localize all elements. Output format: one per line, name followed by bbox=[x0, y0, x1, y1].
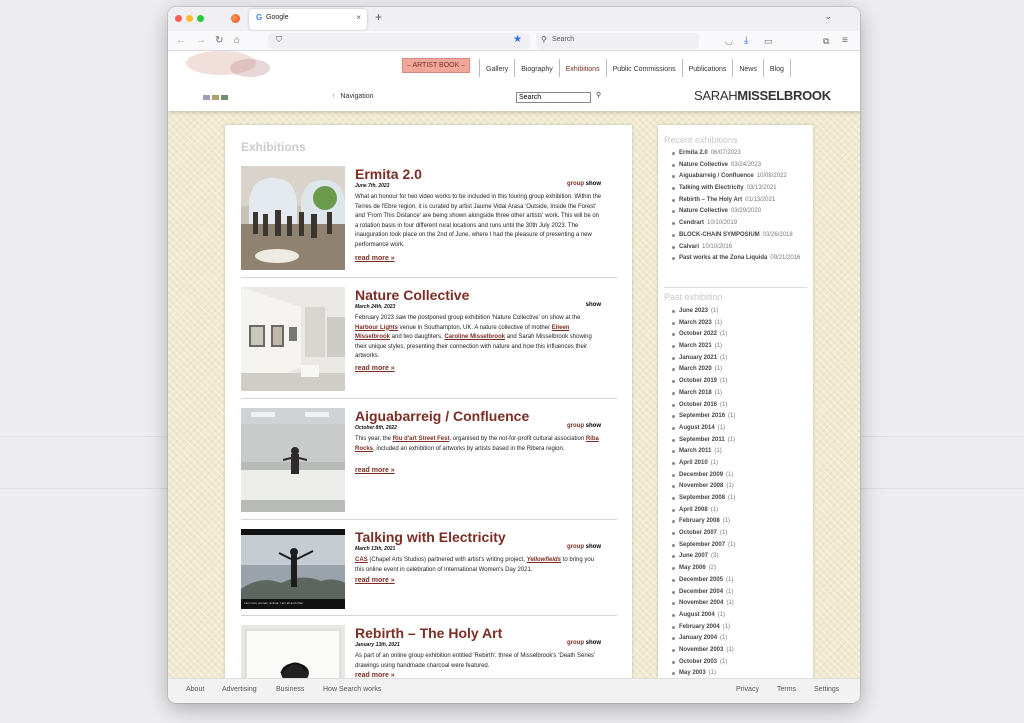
bookmark-star-icon[interactable]: ★ bbox=[513, 34, 522, 45]
tag-show[interactable]: show bbox=[585, 181, 601, 187]
past-exhibition-item[interactable] bbox=[664, 588, 807, 598]
recent-exhibition-link[interactable]: Talking with Electricity bbox=[679, 185, 744, 192]
past-exhibition-meta: (1) bbox=[726, 600, 734, 607]
artist-book-button[interactable]: – ARTIST BOOK – bbox=[402, 58, 470, 73]
riba-rocks-link[interactable]: Riba Rocks bbox=[355, 436, 599, 452]
past-exhibition-meta: (1) bbox=[726, 483, 734, 490]
desc-text: to bring you this online event in celebration of International Women's Day 2021. bbox=[355, 557, 595, 573]
past-exhibition-item[interactable] bbox=[664, 482, 807, 492]
site-header bbox=[168, 51, 860, 111]
past-exhibition-meta: (3) bbox=[711, 553, 719, 560]
entry-title[interactable]: Talking with Electricity bbox=[355, 529, 506, 545]
google-favicon-icon: G bbox=[256, 13, 263, 22]
past-exhibition-meta: (1) bbox=[720, 635, 728, 642]
nature-collective-photo[interactable] bbox=[241, 287, 345, 391]
shield-icon[interactable]: ⛉ bbox=[276, 35, 282, 44]
menu-biography[interactable]: Biography bbox=[514, 59, 559, 77]
past-exhibition-link[interactable]: September 2008 bbox=[679, 495, 726, 501]
search-icon: ⚲ bbox=[541, 35, 547, 44]
past-exhibition-item[interactable] bbox=[664, 517, 807, 527]
riu-dart-link[interactable]: Riu d'art Street Fest bbox=[392, 436, 450, 442]
recent-exhibition-item[interactable] bbox=[664, 172, 807, 182]
exhibition-entry bbox=[241, 529, 617, 615]
recent-exhibition-item[interactable] bbox=[664, 207, 807, 217]
eileen-misselbrook-link[interactable]: Eileen Misselbrook bbox=[355, 324, 570, 341]
site-search-button-icon[interactable]: ⚲ bbox=[596, 92, 602, 99]
past-exhibition-item[interactable] bbox=[664, 658, 807, 668]
past-exhibition-item[interactable] bbox=[664, 623, 807, 633]
past-exhibition-link[interactable]: August 2014 bbox=[679, 424, 715, 431]
desc-text: , included an exhibition of artworks by artists based in the Ribera region. bbox=[373, 445, 565, 452]
past-exhibition-link[interactable]: September 2007 bbox=[679, 541, 726, 548]
past-exhibition-meta: (1) bbox=[726, 471, 734, 478]
recent-exhibition-meta: 10/10/2019 bbox=[707, 220, 738, 227]
entry-date: March 13th, 2021 bbox=[355, 546, 396, 552]
past-exhibition-item[interactable] bbox=[664, 552, 807, 562]
recent-exhibition-item[interactable] bbox=[664, 196, 807, 206]
site-logo[interactable] bbox=[694, 88, 831, 103]
close-tab-icon[interactable]: × bbox=[356, 13, 361, 22]
past-exhibition-item[interactable] bbox=[664, 529, 807, 539]
tag-show[interactable]: show bbox=[585, 423, 601, 429]
sidebar-icon[interactable]: ▭ bbox=[764, 36, 773, 46]
past-exhibition-link[interactable]: September 2011 bbox=[679, 436, 725, 443]
recent-exhibition-meta: 03/26/2018 bbox=[762, 231, 793, 238]
past-exhibition-item[interactable] bbox=[664, 646, 807, 656]
entry-date: January 13th, 2021 bbox=[355, 642, 400, 648]
zoom-window-button[interactable] bbox=[197, 15, 204, 22]
past-exhibition-meta: (1) bbox=[710, 459, 719, 466]
footer-privacy-link[interactable]: Privacy bbox=[736, 686, 759, 693]
past-exhibition-meta: (1) bbox=[728, 541, 736, 548]
past-exhibition-meta: (1) bbox=[720, 331, 728, 338]
tab-bar bbox=[168, 7, 860, 31]
aiguabarreig-photo[interactable] bbox=[241, 408, 345, 512]
footer-business-link[interactable]: Business bbox=[276, 686, 305, 693]
entry-description bbox=[355, 314, 603, 362]
past-exhibition-meta: (1) bbox=[717, 424, 726, 431]
entry-tags bbox=[567, 423, 601, 429]
past-exhibition-item[interactable] bbox=[664, 576, 807, 586]
tag-group[interactable]: group bbox=[566, 640, 584, 646]
past-exhibition-item[interactable] bbox=[664, 401, 807, 411]
entry-date: October 8th, 2022 bbox=[355, 425, 397, 431]
recent-exhibition-meta: 06/07/2023 bbox=[710, 150, 741, 156]
recent-exhibition-meta: 09/21/2016 bbox=[770, 255, 801, 262]
downloads-icon[interactable]: ⤓ bbox=[744, 35, 749, 46]
past-exhibition-meta: (1) bbox=[720, 658, 728, 665]
recent-exhibition-item[interactable] bbox=[664, 219, 807, 229]
tab-title: Google bbox=[266, 14, 289, 21]
past-exhibition-link[interactable]: April 2008 bbox=[679, 506, 708, 513]
past-exhibition-link[interactable]: December 2005 bbox=[679, 576, 724, 583]
harbour-lights-link[interactable]: Harbour Lights bbox=[355, 324, 398, 331]
nav-toolbar bbox=[168, 31, 860, 51]
back-arrow-icon[interactable]: ← bbox=[176, 35, 186, 46]
past-exhibition-meta: (1) bbox=[727, 436, 736, 443]
url-bar[interactable] bbox=[268, 33, 530, 49]
tag-show[interactable]: show bbox=[585, 302, 601, 308]
footer-settings-link[interactable]: Settings bbox=[814, 686, 840, 693]
past-exhibition-item[interactable] bbox=[664, 541, 807, 551]
past-exhibition-item[interactable] bbox=[664, 330, 807, 340]
tab-google[interactable] bbox=[249, 9, 367, 30]
new-tab-button[interactable]: + bbox=[375, 10, 383, 24]
close-window-button[interactable] bbox=[175, 15, 182, 22]
browser-window bbox=[168, 7, 860, 703]
past-exhibition-link[interactable]: October 2022 bbox=[679, 331, 718, 338]
past-exhibition-item[interactable] bbox=[664, 669, 807, 678]
entry-tags bbox=[586, 302, 601, 308]
footer-how-search-works-link[interactable]: How Search works bbox=[323, 686, 382, 693]
exhibition-entry bbox=[241, 287, 617, 397]
desc-text: and two daughters, bbox=[390, 334, 445, 341]
exhibition-entry bbox=[241, 408, 617, 518]
exhibitions-panel bbox=[225, 125, 632, 678]
page-title: Exhibitions bbox=[241, 140, 306, 154]
logo-last: MISSELBROOK bbox=[737, 88, 831, 103]
past-exhibition-link[interactable]: October 2007 bbox=[679, 530, 718, 537]
recent-exhibition-item[interactable] bbox=[664, 149, 807, 159]
flag-spanish-icon[interactable] bbox=[212, 95, 219, 100]
tag-group[interactable]: group bbox=[566, 423, 584, 429]
past-exhibition-link[interactable]: January 2004 bbox=[679, 635, 718, 642]
past-exhibition-link[interactable]: April 2010 bbox=[679, 459, 708, 466]
past-exhibition-link[interactable]: June 2023 bbox=[679, 308, 709, 314]
entry-divider bbox=[241, 615, 617, 616]
past-exhibition-link[interactable]: August 2004 bbox=[679, 611, 715, 618]
desc-text: and Sarah Misselbrook showing their unique styles, presenting their connection with nature and how this influences their artworks. bbox=[355, 334, 592, 360]
past-exhibition-link[interactable]: March 2021 bbox=[679, 343, 712, 350]
past-exhibition-meta: (1) bbox=[711, 308, 719, 314]
past-exhibition-link[interactable]: September 2016 bbox=[679, 413, 726, 420]
home-icon[interactable]: ⌂ bbox=[234, 35, 241, 46]
ermita-photo[interactable] bbox=[241, 166, 345, 270]
past-exhibition-meta: (1) bbox=[728, 413, 736, 420]
recent-exhibition-meta: 03/29/2020 bbox=[731, 208, 762, 215]
entry-description: As part of an online group exhibition entitled 'Rebirth', three of Misselbrook's 'Death Series' drawings using handmade charcoal were featured. bbox=[355, 653, 596, 669]
read-more-link[interactable]: read more » bbox=[355, 577, 395, 584]
desc-text: February 2023 saw the postponed group exhibition 'Nature Collective' on show at the bbox=[355, 315, 581, 321]
past-exhibition-meta: (1) bbox=[726, 576, 734, 583]
read-more-link[interactable]: read more » bbox=[355, 255, 395, 262]
entry-tags bbox=[567, 544, 601, 550]
arrow-up-icon: ↑ bbox=[332, 93, 336, 100]
recent-exhibition-meta: 03/24/2023 bbox=[731, 161, 762, 168]
past-exhibition-link[interactable]: February 2004 bbox=[679, 623, 720, 630]
recent-exhibition-link[interactable]: Cendrart bbox=[679, 220, 705, 227]
past-exhibition-meta: (1) bbox=[726, 588, 734, 595]
entry-title[interactable]: Rebirth – The Holy Art bbox=[355, 625, 503, 641]
entry-date: June 7th, 2023 bbox=[355, 183, 390, 189]
photo-caption: I am man, woman, animal. I am all and other. bbox=[244, 601, 304, 605]
cas-link[interactable]: CAS bbox=[355, 557, 368, 563]
recent-exhibition-item[interactable] bbox=[664, 254, 807, 264]
exhibition-entry bbox=[241, 625, 617, 678]
desc-text: This year, the bbox=[355, 436, 393, 442]
desc-text: , organised by the not-for-profit cultural association bbox=[449, 436, 586, 442]
past-exhibition-link[interactable]: May 2006 bbox=[679, 565, 706, 572]
desc-text: venue in Southampton, UK. A nature collective of mother bbox=[398, 324, 552, 331]
read-more-link[interactable]: read more » bbox=[355, 365, 395, 372]
tag-group[interactable]: group bbox=[566, 181, 584, 187]
rebirth-drawing[interactable] bbox=[241, 625, 345, 678]
past-exhibition-link[interactable]: December 2009 bbox=[679, 471, 724, 478]
browser-search-bar[interactable] bbox=[536, 33, 699, 49]
yellowfields-link[interactable]: Yellowfields bbox=[526, 557, 562, 563]
past-exhibition-meta: (1) bbox=[714, 319, 723, 326]
recent-exhibition-link[interactable]: Rebirth – The Holy Art bbox=[679, 196, 743, 203]
menu-publications[interactable]: Publications bbox=[682, 59, 733, 77]
past-exhibition-item[interactable] bbox=[664, 506, 807, 516]
read-more-link[interactable]: read more » bbox=[355, 467, 395, 474]
entry-divider bbox=[241, 398, 617, 399]
past-exhibition-item[interactable] bbox=[664, 424, 807, 434]
list-tabs-chevron-icon[interactable]: ⌄ bbox=[824, 11, 832, 21]
menu-gallery[interactable]: Gallery bbox=[479, 59, 514, 77]
entry-date: March 24th, 2023 bbox=[355, 304, 396, 310]
site-search-input[interactable]: Search bbox=[516, 92, 591, 103]
browser-search-placeholder: Search bbox=[552, 36, 575, 43]
reload-icon[interactable]: ↻ bbox=[215, 35, 224, 46]
talking-with-electricity-photo[interactable] bbox=[241, 529, 345, 609]
entry-description: What an honour for two video works to be included in this touring group exhibition. Within the Terres de l'Ebre region, it is curated by artist Jaume Vidal Arasa 'Outside, Inside the Forest' and 'From This Distance' are being shown alongside three other artists' work. This will be on a rotation basis in four different rural locations and runs until the 30th July 2023. The inauguration took place on the 2nd of June, where I had the pleasure of presenting a new performance work. bbox=[355, 194, 602, 248]
past-exhibition-item[interactable] bbox=[664, 599, 807, 609]
past-exhibition-meta: (1) bbox=[728, 495, 736, 501]
past-exhibition-item[interactable] bbox=[664, 471, 807, 481]
caroline-misselbrook-link[interactable]: Caroline Misselbrook bbox=[444, 334, 506, 341]
tag-show[interactable]: show bbox=[585, 640, 601, 646]
past-exhibition-link[interactable]: March 2011 bbox=[679, 448, 712, 455]
past-exhibition-meta: (1) bbox=[720, 354, 728, 361]
tag-group[interactable]: group bbox=[566, 544, 584, 550]
firefox-view-icon[interactable] bbox=[231, 14, 240, 23]
past-exhibition-link[interactable]: May 2003 bbox=[679, 670, 706, 677]
navigation-toggle[interactable] bbox=[332, 93, 374, 100]
recent-exhibition-meta: 03/13/2021 bbox=[746, 185, 777, 192]
footer-terms-link[interactable]: Terms bbox=[777, 686, 797, 693]
recent-exhibition-link[interactable]: Calvari bbox=[679, 243, 700, 250]
past-exhibition-meta: (1) bbox=[708, 670, 717, 677]
recent-exhibition-meta: 10/10/2016 bbox=[702, 243, 733, 250]
past-exhibition-item[interactable] bbox=[664, 354, 807, 364]
menu-exhibitions[interactable]: Exhibitions bbox=[559, 59, 606, 77]
past-exhibition-link[interactable]: November 2004 bbox=[679, 600, 724, 607]
footer-advertising-link[interactable]: Advertising bbox=[222, 686, 257, 693]
past-exhibition-meta: (1) bbox=[714, 343, 723, 350]
menu-hamburger-icon[interactable]: ≡ bbox=[842, 35, 848, 46]
entry-tags bbox=[567, 181, 601, 187]
sidebar bbox=[658, 125, 813, 678]
past-exhibition-meta: (1) bbox=[720, 378, 728, 385]
menu-news[interactable]: News bbox=[732, 59, 763, 77]
past-exhibition-item[interactable] bbox=[664, 342, 807, 352]
past-exhibition-list bbox=[664, 307, 807, 678]
recent-exhibition-link[interactable]: Nature Collective bbox=[679, 208, 729, 215]
entry-description bbox=[355, 556, 603, 575]
past-exhibition-heading: Past exhibition bbox=[664, 292, 723, 302]
past-exhibition-meta: (1) bbox=[717, 611, 726, 618]
language-flags bbox=[203, 95, 228, 100]
footer-about-link[interactable]: About bbox=[186, 686, 205, 693]
past-exhibition-meta: (1) bbox=[720, 401, 728, 408]
recent-exhibition-item[interactable] bbox=[664, 184, 807, 194]
recent-exhibition-link[interactable]: BLOCK-CHAIN SYMPOSIUM bbox=[679, 231, 760, 238]
recent-exhibition-meta: 10/08/2022 bbox=[756, 173, 787, 180]
past-exhibition-item[interactable] bbox=[664, 307, 807, 317]
menu-blog[interactable]: Blog bbox=[763, 59, 791, 77]
past-exhibition-meta: (1) bbox=[722, 623, 731, 630]
recent-exhibition-link[interactable]: Past works at the Zona Liquida bbox=[679, 255, 768, 262]
past-exhibition-meta: (1) bbox=[722, 518, 731, 525]
desc-text: (Chapel Arts Studios) partnered with artist's writing project, bbox=[367, 557, 527, 563]
past-exhibition-link[interactable]: November 2003 bbox=[679, 646, 724, 653]
recent-exhibitions-heading: Recent exhibitions bbox=[664, 135, 738, 145]
past-exhibition-link[interactable]: October 2019 bbox=[679, 378, 718, 385]
sidebar-divider bbox=[664, 287, 807, 288]
past-exhibition-link[interactable]: October 2003 bbox=[679, 658, 718, 665]
minimize-window-button[interactable] bbox=[186, 15, 193, 22]
past-exhibition-item[interactable] bbox=[664, 377, 807, 387]
extensions-icon[interactable]: ⧉ bbox=[823, 36, 830, 46]
recent-exhibition-link[interactable]: Aiguabarreig / Confluence bbox=[679, 173, 754, 180]
past-exhibition-item[interactable] bbox=[664, 634, 807, 644]
entry-title[interactable]: Ermita 2.0 bbox=[355, 166, 422, 182]
entry-title[interactable]: Nature Collective bbox=[355, 287, 470, 303]
recent-exhibition-link[interactable]: Nature Collective bbox=[679, 161, 729, 168]
past-exhibition-link[interactable]: February 2008 bbox=[679, 518, 720, 525]
past-exhibition-meta: (2) bbox=[708, 565, 717, 572]
recent-exhibition-item[interactable] bbox=[664, 243, 807, 253]
recent-exhibition-item[interactable] bbox=[664, 231, 807, 241]
exhibition-entry bbox=[241, 166, 617, 276]
recent-exhibitions-list bbox=[664, 149, 807, 266]
past-exhibition-link[interactable]: March 2023 bbox=[679, 319, 712, 326]
past-exhibition-meta: (1) bbox=[710, 506, 719, 513]
past-exhibition-meta: (1) bbox=[714, 389, 723, 396]
past-exhibition-meta: (1) bbox=[726, 646, 734, 653]
past-exhibition-item[interactable] bbox=[664, 365, 807, 375]
tag-show[interactable]: show bbox=[585, 544, 601, 550]
past-exhibition-link[interactable]: March 2018 bbox=[679, 389, 712, 396]
navigation-label: Navigation bbox=[340, 93, 374, 100]
entry-title[interactable]: Aiguabarreig / Confluence bbox=[355, 408, 530, 424]
entry-description bbox=[355, 435, 603, 454]
past-exhibition-item[interactable] bbox=[664, 459, 807, 469]
past-exhibition-link[interactable]: December 2004 bbox=[679, 588, 724, 595]
past-exhibition-item[interactable] bbox=[664, 611, 807, 621]
google-footer bbox=[168, 678, 860, 703]
page-viewport bbox=[168, 51, 860, 678]
flag-catalan-icon[interactable] bbox=[221, 95, 228, 100]
pocket-icon[interactable]: ◡ bbox=[725, 36, 733, 46]
past-exhibition-item[interactable] bbox=[664, 564, 807, 574]
past-exhibition-item[interactable] bbox=[664, 412, 807, 422]
past-exhibition-link[interactable]: October 2016 bbox=[679, 401, 718, 408]
read-more-link[interactable]: read more » bbox=[355, 672, 395, 678]
recent-exhibition-meta: 01/13/2021 bbox=[745, 196, 776, 203]
flag-english-icon[interactable] bbox=[203, 95, 210, 100]
main-menu bbox=[479, 59, 791, 77]
past-exhibition-meta: (1) bbox=[720, 530, 728, 537]
past-exhibition-meta: (1) bbox=[714, 448, 722, 455]
menu-public-commissions[interactable]: Public Commissions bbox=[606, 59, 682, 77]
header-splash-decoration-2 bbox=[230, 59, 270, 77]
entry-tags bbox=[567, 640, 601, 646]
recent-exhibition-link[interactable]: Ermita 2.0 bbox=[679, 150, 708, 156]
logo-first: SARAH bbox=[694, 88, 738, 103]
past-exhibition-item[interactable] bbox=[664, 389, 807, 399]
entry-divider bbox=[241, 519, 617, 520]
past-exhibition-link[interactable]: November 2008 bbox=[679, 483, 724, 490]
past-exhibition-link[interactable]: January 2021 bbox=[679, 354, 718, 361]
past-exhibition-link[interactable]: June 2007 bbox=[679, 553, 709, 560]
past-exhibition-item[interactable] bbox=[664, 436, 807, 446]
past-exhibition-item[interactable] bbox=[664, 447, 807, 457]
past-exhibition-item[interactable] bbox=[664, 319, 807, 329]
entry-divider bbox=[241, 277, 617, 278]
past-exhibition-item[interactable] bbox=[664, 494, 807, 504]
past-exhibition-link[interactable]: March 2020 bbox=[679, 366, 712, 373]
recent-exhibition-item[interactable] bbox=[664, 161, 807, 171]
past-exhibition-meta: (1) bbox=[714, 366, 723, 373]
forward-arrow-icon[interactable]: → bbox=[196, 35, 206, 46]
